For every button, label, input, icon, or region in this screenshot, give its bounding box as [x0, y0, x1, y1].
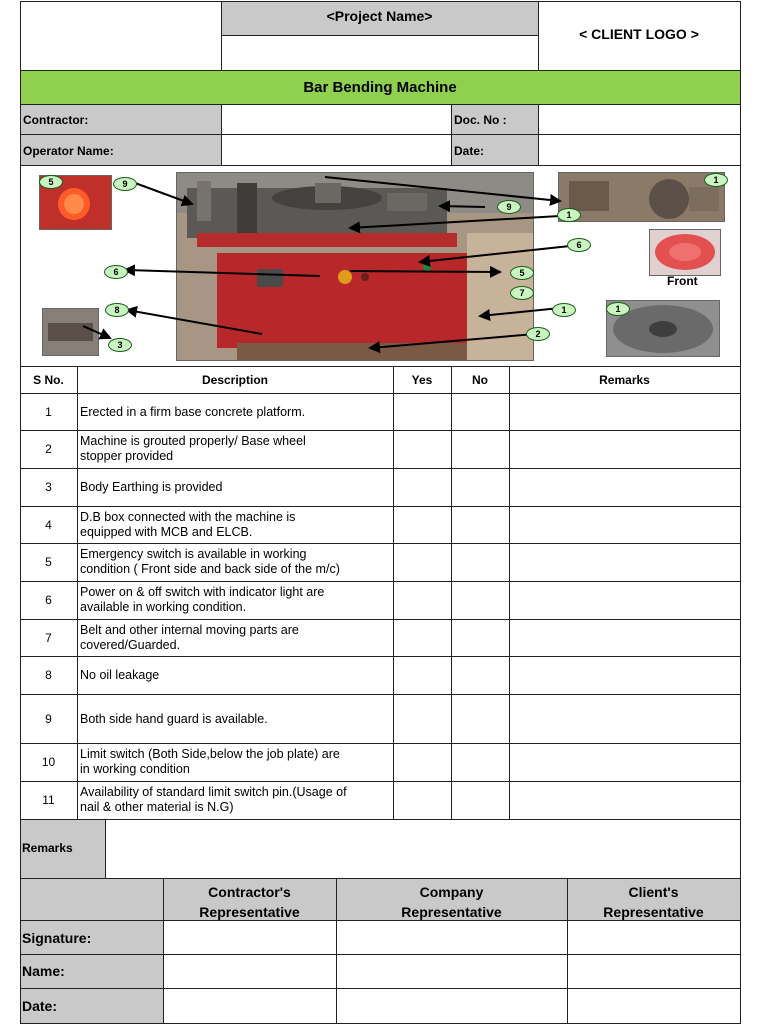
grid-line — [509, 366, 510, 820]
callout-badge: 9 — [113, 177, 137, 191]
client-name-field[interactable] — [567, 954, 740, 988]
row-sno: 1 — [45, 404, 52, 419]
grid-line — [740, 1, 741, 1024]
row-description-line2: stopper provided — [80, 449, 174, 463]
company-date-field[interactable] — [336, 988, 567, 1023]
row-sno: 11 — [42, 793, 55, 807]
grid-line — [20, 165, 741, 166]
callout-badge: 3 — [108, 338, 132, 352]
row-yes-cell[interactable] — [393, 506, 451, 543]
row-sno: 4 — [45, 517, 52, 532]
row-description-line2: in working condition — [80, 762, 190, 776]
grid-line — [451, 366, 452, 820]
row-sno: 2 — [45, 442, 52, 456]
grid-line — [20, 988, 741, 989]
grid-line — [221, 1, 222, 71]
grid-line — [20, 619, 741, 620]
grid-line — [20, 468, 741, 469]
row-description-line1: Limit switch (Both Side,below the job plate) are — [80, 747, 340, 761]
grid-line — [451, 104, 452, 166]
contractor-label: Contractor: — [23, 113, 89, 127]
row-sno: 7 — [45, 630, 52, 645]
row-remarks-cell[interactable] — [509, 581, 740, 619]
row-no-cell[interactable] — [451, 743, 509, 781]
row-description-line2: available in working condition. — [80, 600, 247, 614]
grid-line — [20, 781, 741, 782]
grid-line — [20, 134, 741, 135]
row-sno: 9 — [45, 711, 52, 726]
row-description-line1: Erected in a firm base concrete platform. — [80, 404, 306, 419]
row-description-line2: nail & other material is N.G) — [80, 800, 234, 814]
col-yes-header: Yes — [411, 373, 433, 387]
grid-line — [20, 70, 741, 71]
row-no-cell[interactable] — [451, 619, 509, 656]
row-no-cell[interactable] — [451, 506, 509, 543]
client-signature-field[interactable] — [567, 920, 740, 954]
client-date-field[interactable] — [567, 988, 740, 1023]
client-logo-placeholder: < CLIENT LOGO > — [579, 26, 699, 42]
callout-badge: 1 — [557, 208, 581, 222]
row-sno: 10 — [41, 755, 56, 769]
row-description-line1: Emergency switch is available in working — [80, 547, 307, 561]
row-yes-cell[interactable] — [393, 581, 451, 619]
row-yes-cell[interactable] — [393, 781, 451, 819]
grid-line — [20, 1, 741, 2]
callout-arrows — [20, 166, 740, 366]
row-sno: 8 — [45, 668, 52, 682]
grid-line — [538, 104, 539, 166]
company-rep-line2: Representative — [401, 904, 502, 920]
grid-line — [221, 104, 222, 166]
date-label: Date: — [454, 144, 485, 158]
contractor-signature-field[interactable] — [163, 920, 336, 954]
row-description-line2: covered/Guarded. — [80, 637, 181, 652]
grid-line — [393, 366, 394, 820]
date-field[interactable] — [538, 135, 740, 165]
project-name: <Project Name> — [326, 8, 433, 24]
row-yes-cell[interactable] — [393, 468, 451, 506]
row-description-line1: Power on & off switch with indicator light are — [80, 585, 325, 599]
contractor-rep-line2: Representative — [199, 904, 300, 920]
col-description-header: Description — [201, 373, 268, 387]
row-remarks-cell[interactable] — [509, 694, 740, 743]
company-signature-field[interactable] — [336, 920, 567, 954]
row-description — [80, 585, 392, 615]
remarks-field[interactable] — [105, 819, 740, 878]
remarks-label: Remarks — [22, 841, 73, 855]
row-description-line2: condition ( Front side and back side of the m/c) — [80, 562, 340, 576]
contractor-rep-header — [163, 882, 336, 922]
callout-badge: 1 — [606, 302, 630, 316]
row-sno: 5 — [45, 555, 52, 569]
row-description — [80, 480, 392, 495]
grid-line — [567, 878, 568, 1024]
page-title: Bar Bending Machine — [303, 79, 457, 96]
front-label: Front — [667, 274, 698, 288]
col-no-header: No — [472, 373, 488, 387]
row-yes-cell[interactable] — [393, 619, 451, 656]
doc-no-field[interactable] — [538, 104, 740, 134]
row-no-cell[interactable] — [451, 430, 509, 468]
row-description-line2: equipped with MCB and ELCB. — [80, 524, 253, 539]
row-remarks-cell[interactable] — [509, 619, 740, 656]
operator-name-label: Operator Name: — [23, 144, 114, 158]
grid-line — [20, 656, 741, 657]
doc-no-label: Doc. No : — [454, 113, 507, 127]
contractor-rep-line1: Contractor's — [208, 884, 291, 900]
client-rep-line1: Client's — [628, 884, 679, 900]
row-sno: 3 — [45, 480, 52, 494]
callout-badge: 5 — [39, 175, 63, 189]
company-rep-line1: Company — [419, 884, 484, 900]
company-name-field[interactable] — [336, 954, 567, 988]
callout-badge: 2 — [526, 327, 550, 341]
row-description — [80, 785, 392, 815]
callout-badge: 5 — [510, 266, 534, 280]
name-label: Name: — [22, 963, 65, 979]
row-description-line1: Both side hand guard is available. — [80, 711, 268, 726]
row-description — [80, 510, 392, 540]
row-description — [80, 547, 392, 577]
row-remarks-cell[interactable] — [509, 430, 740, 468]
row-description — [80, 434, 392, 464]
callout-badge: 1 — [704, 173, 728, 187]
grid-line — [20, 920, 741, 921]
row-remarks-cell[interactable] — [509, 506, 740, 543]
grid-line — [20, 104, 741, 105]
contractor-date-field[interactable] — [163, 988, 336, 1023]
row-yes-cell[interactable] — [393, 430, 451, 468]
machine-figure — [20, 166, 740, 366]
grid-line — [20, 743, 741, 744]
row-description-line1: Availability of standard limit switch pin.(Usage of — [80, 785, 347, 799]
row-no-cell[interactable] — [451, 468, 509, 506]
grid-line — [20, 506, 741, 507]
row-remarks-cell[interactable] — [509, 468, 740, 506]
row-description-line1: Body Earthing is provided — [80, 480, 223, 494]
signature-label: Signature: — [22, 930, 92, 946]
row-no-cell[interactable] — [451, 781, 509, 819]
row-description — [80, 668, 392, 683]
grid-line — [20, 878, 741, 879]
client-rep-line2: Representative — [603, 904, 704, 920]
row-description-line1: D.B box connected with the machine is — [80, 509, 296, 524]
company-rep-header — [336, 882, 567, 922]
grid-line — [221, 35, 539, 36]
row-no-cell[interactable] — [451, 543, 509, 581]
row-no-cell[interactable] — [451, 581, 509, 619]
contractor-field[interactable] — [221, 104, 451, 134]
callout-badge: 7 — [510, 286, 534, 300]
row-no-cell[interactable] — [451, 694, 509, 743]
grid-line — [20, 954, 741, 955]
grid-line — [20, 694, 741, 695]
grid-line — [20, 393, 741, 394]
callout-badge: 6 — [567, 238, 591, 252]
callout-badge: 1 — [552, 303, 576, 317]
grid-line — [105, 819, 106, 879]
row-remarks-cell[interactable] — [509, 781, 740, 819]
row-remarks-cell[interactable] — [509, 393, 740, 430]
grid-line — [20, 819, 741, 820]
row-description — [80, 747, 392, 777]
row-yes-cell[interactable] — [393, 656, 451, 694]
row-no-cell[interactable] — [451, 656, 509, 694]
grid-line — [163, 878, 164, 1024]
contractor-name-field[interactable] — [163, 954, 336, 988]
grid-line — [538, 1, 539, 71]
client-rep-header — [567, 882, 740, 922]
grid-line — [20, 543, 741, 544]
grid-line — [20, 366, 741, 367]
row-yes-cell[interactable] — [393, 743, 451, 781]
row-remarks-cell[interactable] — [509, 656, 740, 694]
row-remarks-cell[interactable] — [509, 543, 740, 581]
row-yes-cell[interactable] — [393, 543, 451, 581]
col-sno-header: S No. — [33, 373, 64, 387]
operator-name-field[interactable] — [221, 135, 451, 165]
grid-line — [77, 366, 78, 820]
grid-line — [20, 1, 21, 1024]
callout-badge: 8 — [105, 303, 129, 317]
row-sno: 6 — [45, 593, 52, 607]
col-remarks-header: Remarks — [599, 373, 650, 387]
row-yes-cell[interactable] — [393, 393, 451, 430]
callout-badge: 9 — [497, 200, 521, 214]
row-yes-cell[interactable] — [393, 694, 451, 743]
grid-line — [336, 878, 337, 1024]
row-description-line1: Machine is grouted properly/ Base wheel — [80, 434, 306, 448]
row-description — [80, 405, 392, 420]
row-description — [80, 623, 392, 653]
row-description — [80, 712, 392, 727]
callout-badge: 6 — [104, 265, 128, 279]
row-description-line1: No oil leakage — [80, 668, 160, 682]
row-description-line1: Belt and other internal moving parts are — [80, 622, 299, 637]
row-no-cell[interactable] — [451, 393, 509, 430]
grid-line — [20, 581, 741, 582]
row-remarks-cell[interactable] — [509, 743, 740, 781]
grid-line — [20, 430, 741, 431]
signoff-date-label: Date: — [22, 998, 58, 1014]
